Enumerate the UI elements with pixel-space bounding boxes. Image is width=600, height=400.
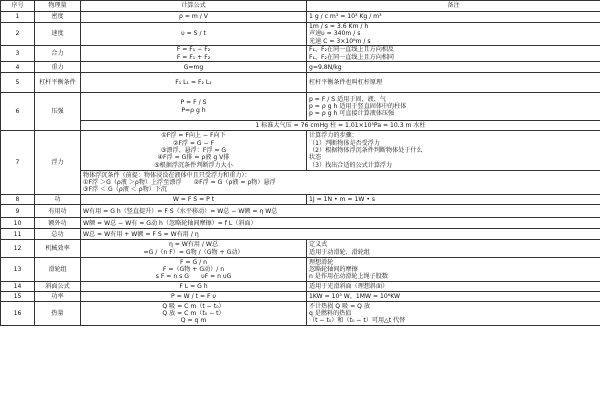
row-note	[307, 93, 600, 121]
table-row	[1, 218, 600, 229]
row-formula-line: F = G / n	[180, 258, 207, 266]
row-formula-line: F = F₁ − F₂	[176, 46, 211, 54]
row-formula	[81, 292, 307, 302]
row-formula	[81, 73, 307, 93]
row-formula-line: Q = q m	[180, 317, 207, 325]
row-quantity: 密度	[35, 12, 81, 23]
header-no: 序号	[1, 1, 35, 12]
row-note-line: F₁、F₂在同一直线上且方向相反	[309, 46, 395, 54]
header-note: 备注	[307, 1, 600, 12]
table-row	[1, 131, 600, 171]
row-note-line: （t − t₀）和（t₀ − t）可用△t 代替	[309, 317, 406, 325]
row-formula-line: ③漂浮、悬浮：F浮 = G	[160, 147, 227, 155]
row-note-line: p = ρ g h 适用于竖直固体中的柱体	[309, 103, 407, 111]
table-row	[1, 46, 600, 62]
row-formula	[81, 131, 307, 171]
row-number: 6	[1, 93, 35, 131]
row-formula-line: ρ = m / V	[179, 13, 208, 21]
row-number: 14	[1, 282, 35, 292]
row-formula	[81, 23, 307, 46]
row-note-line: g=9.8N/kg	[309, 63, 342, 71]
row-note	[307, 46, 600, 62]
row-number: 13	[1, 258, 35, 282]
row-extra-line: 物体浮沉条件（前提：物体浸没在液体中且只受浮力和重力）：	[83, 171, 251, 179]
row-note-line: n 是作用在动滑轮上绳子股数	[309, 273, 388, 281]
row-extra-line: ①F浮 ＞G（ρ液 ＞ρ物）上浮至漂浮 ②F浮 = G（ρ液 = ρ物）悬浮	[83, 179, 276, 187]
table-row	[1, 292, 600, 302]
row-quantity: 总功	[35, 229, 81, 240]
row-quantity: 杠杆平衡条件	[35, 73, 81, 93]
table-row	[1, 229, 600, 240]
row-note	[307, 292, 600, 302]
row-note-line: q 是燃料的热值	[309, 310, 352, 318]
row-formula-line: W总 = W有用 + W额 = F S = W有用 / η	[83, 230, 199, 238]
row-note-line: 忽略轮轴间的摩擦	[309, 266, 358, 274]
row-number: 9	[1, 205, 35, 218]
row-number: 15	[1, 292, 35, 302]
row-note	[307, 12, 600, 23]
row-formula	[81, 46, 307, 62]
row-formula-line: W额 = W总 − W有 = G动 h（忽略轮轴间摩擦）= f L（斜面）	[83, 219, 257, 227]
table-row	[1, 73, 600, 93]
row-note-line: （1）判断物体是否受浮力	[309, 139, 380, 147]
table-row-extra	[1, 121, 600, 131]
row-note	[307, 240, 600, 258]
row-formula-line: F L = G h	[179, 283, 208, 291]
row-quantity: 热量	[35, 302, 81, 326]
table-row	[1, 282, 600, 292]
row-extra-line: ③F浮 ＜ G（ρ液 ＜ ρ物）下沉	[83, 186, 168, 194]
row-quantity: 重力	[35, 62, 81, 73]
row-note-line: 适用于光滑斜面（理想斜面）	[309, 283, 389, 291]
header-quantity: 物理量	[35, 1, 81, 12]
table-row	[1, 12, 600, 23]
row-formula-line: F = F₁ + F₂	[176, 53, 211, 61]
row-formula-line: Q 放 = C m（t₀ − t）	[162, 310, 225, 318]
row-note	[307, 73, 600, 93]
row-quantity: 滑轮组	[35, 258, 81, 282]
row-number: 2	[1, 23, 35, 46]
row-formula	[81, 62, 307, 73]
header-row	[1, 1, 600, 12]
row-note-line: 1KW = 10³ W，1MW = 10⁶KW	[309, 293, 401, 301]
row-number: 11	[1, 229, 35, 240]
row-formula-line: s F = n s G υF = n υG	[155, 273, 232, 281]
table-row	[1, 240, 600, 258]
row-formula	[81, 229, 600, 240]
row-note-line: 1m / s = 3.6 Km / h	[309, 23, 369, 30]
row-number: 8	[1, 195, 35, 205]
row-number: 4	[1, 62, 35, 73]
row-formula	[81, 205, 600, 218]
row-note-line: 声速υ = 340m / s	[309, 30, 361, 38]
row-note-line: 计算浮力的步骤：	[309, 132, 358, 140]
row-note-line: 1 g / c m³ = 10³ Kg / m³	[309, 13, 382, 21]
row-note-line: p = ρ g h 可直接计算液体压强	[309, 110, 395, 118]
row-formula	[81, 258, 307, 282]
row-extra: 1 标准大气压 = 76 cmHg 柱 = 1.01×10⁵Pa = 10.3 m 水柱	[81, 121, 600, 131]
row-note-line: 状态	[309, 154, 322, 162]
row-formula	[81, 282, 307, 292]
row-formula-line: W有用 = G h（竖直提升）= F S（水平移动）= W总 − W额 = η W总	[83, 207, 278, 215]
row-quantity: 浮力	[35, 131, 81, 195]
table-row	[1, 23, 600, 46]
row-formula	[81, 93, 307, 121]
row-formula-line: ②F浮 = G − F	[172, 139, 215, 147]
row-formula-line: P = F / S	[180, 99, 207, 107]
row-note-line: 光速 C = 3×10⁸m / s	[309, 37, 371, 45]
row-formula	[81, 12, 307, 23]
row-note-line: F₁、F₂在同一直线上且方向相同	[309, 53, 395, 61]
row-note	[307, 23, 600, 46]
header-formula: 计算公式	[81, 1, 307, 12]
row-formula	[81, 302, 307, 326]
row-formula-line: G=mg	[183, 63, 204, 71]
row-note	[307, 195, 600, 205]
row-note	[307, 131, 600, 171]
row-note	[307, 302, 600, 326]
table-row	[1, 93, 600, 121]
row-number: 16	[1, 302, 35, 326]
row-quantity: 速度	[35, 23, 81, 46]
row-quantity: 有用功	[35, 205, 81, 218]
row-formula-line: =G /（n F）= G物 /（G物 + G动）	[143, 248, 244, 256]
row-formula-line: ⑤根据浮沉条件判断浮力大小	[154, 161, 233, 169]
row-number: 7	[1, 131, 35, 195]
table-row	[1, 302, 600, 326]
row-quantity: 斜面公式	[35, 282, 81, 292]
row-note-line: 不计热损 Q 吸 = Q 放	[309, 302, 370, 310]
row-formula	[81, 240, 307, 258]
row-note-line: 理想滑轮	[309, 258, 334, 266]
row-quantity: 额外功	[35, 218, 81, 229]
row-formula	[81, 195, 307, 205]
row-note	[307, 62, 600, 73]
row-quantity: 功率	[35, 292, 81, 302]
row-formula-line: ①F浮 = F向上 − F向下	[161, 132, 226, 140]
row-quantity: 合力	[35, 46, 81, 62]
row-note	[307, 282, 600, 292]
row-note-line: 定义式	[309, 241, 328, 249]
row-number: 1	[1, 12, 35, 23]
row-number: 5	[1, 73, 35, 93]
row-number: 12	[1, 240, 35, 258]
row-formula-line: F =（G物 + G动）/ n	[162, 266, 225, 274]
row-note-line: p = F / S 适用于固、液、气	[309, 95, 386, 103]
table-row	[1, 205, 600, 218]
row-extra	[81, 171, 600, 195]
row-note-line: 1J = 1N • m = 1W • s	[309, 196, 376, 204]
row-formula	[81, 218, 600, 229]
row-formula-line: W = F S = P t	[172, 196, 215, 204]
row-quantity: 压强	[35, 93, 81, 131]
row-quantity: 机械效率	[35, 240, 81, 258]
row-formula-line: F₁ L₁ = F₂ L₂	[175, 79, 212, 87]
row-note-line: （2）根据物体浮沉条件判断物体处于什么	[309, 147, 423, 155]
row-formula-line: P = W / t = F υ	[171, 293, 216, 301]
row-formula-line: υ = S / t	[181, 30, 206, 38]
table-row	[1, 62, 600, 73]
row-number: 10	[1, 218, 35, 229]
row-note-line: （3）找出合适的公式计算浮力	[309, 161, 393, 169]
row-formula-line: η = W有用 / W总	[168, 241, 219, 249]
row-formula-line: ④F浮 = G排 = ρ液 g V排	[157, 154, 230, 162]
table-row	[1, 258, 600, 282]
row-number: 3	[1, 46, 35, 62]
table-row-extra	[1, 171, 600, 195]
row-note-line: 适用于动滑轮、滑轮组	[309, 248, 370, 256]
row-note	[307, 258, 600, 282]
row-note-line: 杠杆平衡条件也叫杠杆原理	[309, 79, 383, 87]
row-formula-line: Q 吸 = C m（t − t₀）	[162, 302, 225, 310]
table-row	[1, 195, 600, 205]
row-quantity: 功	[35, 195, 81, 205]
row-formula-line: P=ρ g h	[181, 106, 206, 114]
